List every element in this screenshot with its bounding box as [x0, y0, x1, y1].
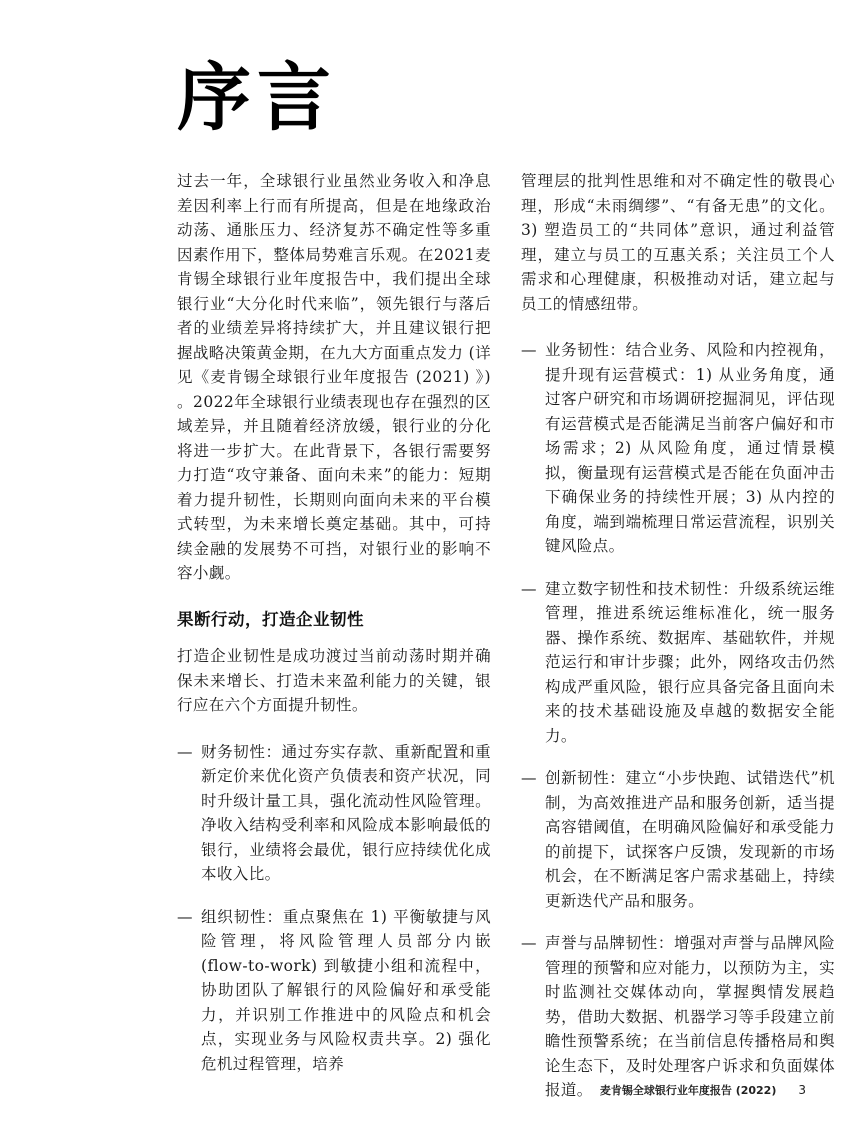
- list-item-text: 财务韧性：通过夯实存款、重新配置和重新定价来优化资产负债表和资产状况，同时升级计量工具，强化流动性风险管理。净收入结构受利率和风险成本影响最低的银行，业绩将会最优，银行应持续优化成本收入比。: [201, 742, 491, 884]
- list-item-text: 业务韧性：结合业务、风险和内控视角，提升现有运营模式：1) 从业务角度，通过客户研究和市场调研挖掘洞见，评估现有运营模式是否能满足当前客户偏好和市场需求；2) 从风险角度，通过情景模拟，衡量现有运营模式是否能在负面冲击下确保业务的持续性开展；3) 从内控的角度，端到端梳理日常运营流程，识别关键风险点。: [545, 341, 835, 556]
- section-heading: 果断行动，打造企业韧性: [177, 609, 364, 629]
- list-item-text: 创新韧性：建立“小步快跑、试错迭代”机制，为高效推进产品和服务创新，适当提高容错阈值，在明确风险偏好和承受能力的前提下，试探客户反馈，发现新的市场机会，在不断满足客户需求基础上，持续更新迭代产品和服务。: [545, 769, 835, 910]
- dash-bullet-icon: —: [521, 579, 537, 598]
- footer-page-number: 3: [798, 1083, 806, 1097]
- list-item-text: 声誉与品牌韧性：增强对声誉与品牌风险管理的预警和应对能力，以预防为主，实时监测社交媒体动向，掌握舆情发展趋势，借助大数据、机器学习等手段建立前瞻性预警系统；在当前信息传播格局和舆论生态下，及时处理客户诉求和负面媒体报道。: [545, 934, 835, 1100]
- list-item: [521, 577, 835, 749]
- left-column: [177, 169, 491, 1103]
- list-item-text: 组织韧性：重点聚焦在 1) 平衡敏捷与风险管理，将风险管理人员部分内嵌 (flow-to-work) 到敏捷小组和流程中，协助团队了解银行的风险偏好和承受能力，并识别工作推进中的风险点和机会点，实现业务与风险权责共享。2) 强化危机过程管理，培养: [201, 907, 491, 1073]
- dash-bullet-icon: —: [521, 341, 537, 360]
- list-item: [521, 338, 835, 559]
- page-title: 序言: [177, 55, 337, 141]
- list-item-text: 建立数字韧性和技术韧性：升级系统运维管理，推进系统运维标准化，统一服务器、操作系统、数据库、基础软件，并规范运行和审计步骤；此外，网络攻击仍然构成严重风险，银行应具备完备且面向未来的技术基础设施及卓越的数据安全能力。: [545, 579, 835, 745]
- dash-bullet-icon: —: [177, 742, 193, 761]
- continuation-paragraph: 管理层的批判性思维和对不确定性的敬畏心理，形成“未雨绸缪”、“有备无患”的文化。3) 塑造员工的“共同体”意识，通过利益管理，建立与员工的互惠关系；关注员工个人需求和心理健康，积极推动对话，建立起与员工的情感纽带。: [521, 172, 835, 313]
- two-column-layout: [177, 169, 835, 1103]
- list-item: [177, 905, 491, 1077]
- page-footer: [177, 1082, 806, 1098]
- list-item: [177, 740, 491, 887]
- section-lead-paragraph: 打造企业韧性是成功渡过当前动荡时期并确保未来增长、打造未来盈利能力的关键，银行应在六个方面提升韧性。: [177, 647, 491, 715]
- intro-paragraph: 过去一年，全球银行业虽然业务收入和净息差因利率上行而有所提高，但是在地缘政治动荡、通胀压力、经济复苏不确定性等多重因素作用下，整体局势难言乐观。在2021麦肯锡全球银行业年度报告中，我们提出全球银行业“大分化时代来临”，领先银行与落后者的业绩差异将持续扩大，并且建议银行把握战略决策黄金期，在九大方面重点发力 (详见《麦肯锡全球银行业年度报告 (2021) 》) 。2022年全球银行业绩表现也存在强烈的区域差异，并且随着经济放缓，银行业的分化将进一步扩大。在此背景下，各银行需要努力打造“攻守兼备、面向未来”的能力：短期着力提升韧性，长期则向面向未来的平台模式转型，为未来增长奠定基础。其中，可持续金融的发展势不可挡，对银行业的影响不容小觑。: [177, 172, 491, 583]
- footer-report-title: 麦肯锡全球银行业年度报告 (2022): [599, 1084, 777, 1097]
- page-content: [177, 0, 835, 1103]
- dash-bullet-icon: —: [177, 907, 193, 926]
- list-item: [521, 766, 835, 913]
- list-item: [521, 931, 835, 1103]
- dash-bullet-icon: —: [521, 934, 537, 953]
- dash-bullet-icon: —: [521, 769, 537, 788]
- right-column: [521, 169, 835, 1103]
